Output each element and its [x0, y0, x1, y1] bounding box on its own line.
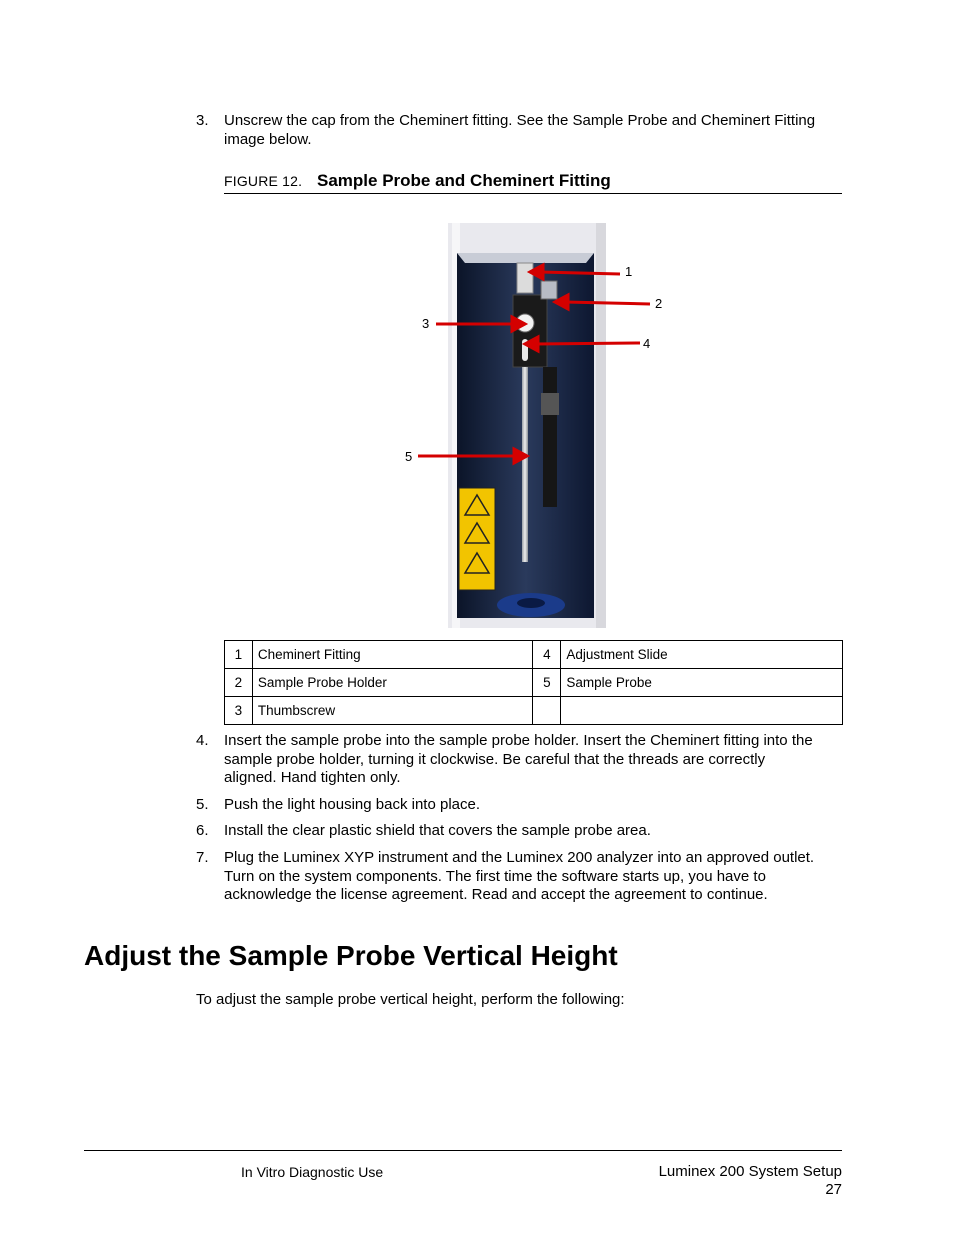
step-number: 6.: [196, 822, 209, 839]
step-number: 5.: [196, 796, 209, 813]
footer-right: [659, 1163, 842, 1199]
step-text-line: Install the clear plastic shield that covers the sample probe area.: [224, 822, 651, 839]
footer-divider: [84, 1150, 842, 1151]
legend-label: [561, 697, 843, 725]
section-intro: To adjust the sample probe vertical height, perform the following:: [196, 991, 625, 1008]
legend-number: 1: [225, 641, 253, 669]
step-text-line: image below.: [224, 130, 312, 148]
figure-legend-table: [224, 640, 843, 725]
legend-label: Cheminert Fitting: [252, 641, 533, 669]
step-number: 4.: [196, 732, 209, 749]
step-number: 7.: [196, 849, 209, 866]
step-text-line: Unscrew the cap from the Cheminert fitting. See the Sample Probe and Cheminert Fitting: [224, 112, 816, 129]
legend-label: Thumbscrew: [252, 697, 533, 725]
footer-left-text: In Vitro Diagnostic Use: [241, 1164, 384, 1180]
callout-3: 3: [422, 316, 430, 331]
step-number: 3.: [196, 112, 209, 129]
step-text-line: Insert the sample probe into the sample probe holder. Insert the Cheminert fitting into the: [224, 732, 813, 749]
legend-label: Sample Probe Holder: [252, 669, 533, 697]
callout-5: 5: [405, 449, 413, 464]
table-row: [225, 641, 843, 669]
step-text-line: Plug the Luminex XYP instrument and the Luminex 200 analyzer into an approved outlet.: [224, 849, 815, 866]
step-text-line: Turn on the system components. The first time the software starts up, you have to: [224, 867, 766, 885]
callout-4: 4: [643, 336, 651, 351]
legend-number: 2: [225, 669, 253, 697]
callout-1: 1: [625, 264, 633, 279]
table-row: [225, 697, 843, 725]
step-text-line: Push the light housing back into place.: [224, 796, 481, 813]
step-text-line: aligned. Hand tighten only.: [224, 769, 401, 786]
section-heading: Adjust the Sample Probe Vertical Height: [84, 940, 618, 971]
legend-number: 4: [533, 641, 561, 669]
step-text-line: sample probe holder, turning it clockwise. Be careful that the threads are correctly: [224, 750, 766, 768]
callout-2: 2: [655, 296, 663, 311]
step-text-line: acknowledge the license agreement. Read and accept the agreement to continue.: [224, 886, 768, 903]
legend-number: 3: [225, 697, 253, 725]
figure-title: Sample Probe and Cheminert Fitting: [317, 171, 611, 190]
legend-number: 5: [533, 669, 561, 697]
page-number: 27: [825, 1181, 842, 1198]
table-row: [225, 669, 843, 697]
legend-number: [533, 697, 561, 725]
figure-label: FIGURE 12.: [224, 173, 303, 189]
legend-label: Adjustment Slide: [561, 641, 843, 669]
legend-label: Sample Probe: [561, 669, 843, 697]
footer-doc-title: Luminex 200 System Setup: [658, 1163, 842, 1180]
